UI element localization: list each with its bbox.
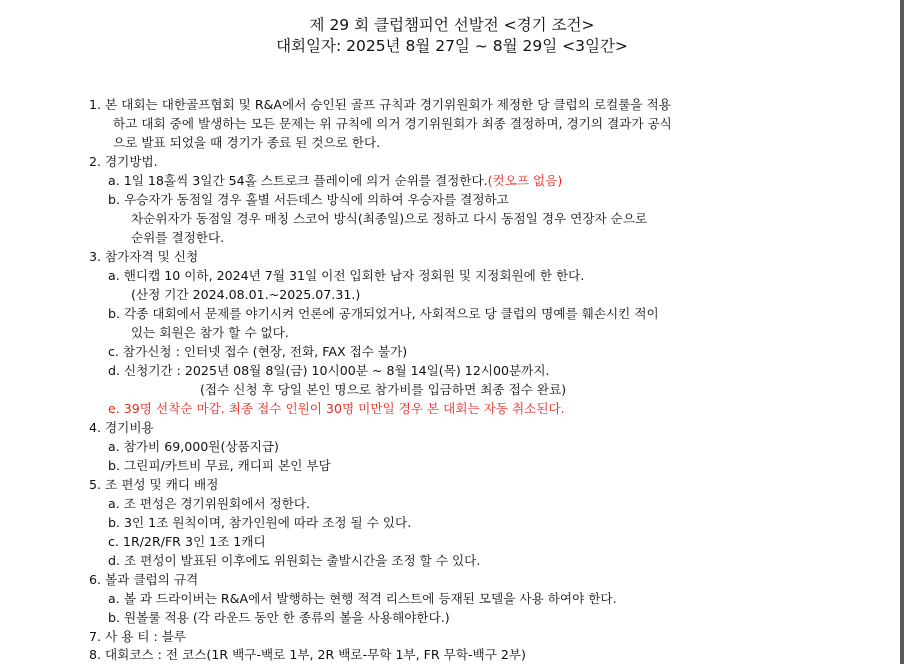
cutoff-note: (컷오프 없음) <box>487 173 563 188</box>
section-5-item-c: c. 1R/2R/FR 3인 1조 1캐디 <box>108 534 266 549</box>
section-8-heading: 8. 대회코스 : 전 코스(1R 백구-백로 1부, 2R 백로-무학 1부, FR 무학-백구 2부) <box>89 647 526 662</box>
section-5-heading: 5. 조 편성 및 캐디 배정 <box>89 477 219 492</box>
tournament-dates: 대회일자: 2025년 8월 27일 ~ 8월 29일 <3일간> <box>276 37 628 55</box>
section-3-item-e: e. 39명 선착순 마감. 최종 접수 인원이 30명 미만일 경우 본 대회는 자동 취소된다. <box>108 401 565 416</box>
section-3-heading: 3. 참가자격 및 신청 <box>89 249 199 264</box>
section-2-item-b-line-3: 순위를 결정한다. <box>131 230 225 245</box>
section-1-heading: 1. 본 대회는 대한골프협회 및 R&A에서 승인된 골프 규칙과 경기위원회가 제정한 당 클럽의 로컬룰을 적용 <box>89 97 671 112</box>
section-3-item-d-note: (접수 신청 후 당일 본인 명으로 참가비를 입금하면 최종 접수 완료) <box>200 382 567 397</box>
section-3-item-a-period: (산정 기간 2024.08.01.~2025.07.31.) <box>131 287 361 302</box>
section-3-item-a: a. 핸디캡 10 이하, 2024년 7월 31일 이전 입회한 남자 정회원 및 지정회원에 한 한다. <box>108 268 585 283</box>
document-title: 제 29 회 클럽챔피언 선발전 <경기 조건> <box>309 16 595 34</box>
section-4-item-a: a. 참가비 69,000원(상품지급) <box>108 439 279 454</box>
section-2-heading: 2. 경기방법. <box>89 154 158 169</box>
section-4-heading: 4. 경기비용 <box>89 420 154 435</box>
right-edge-bar <box>900 0 904 664</box>
section-1-line-2: 하고 대회 중에 발생하는 모든 문제는 위 규칙에 의거 경기위원회가 최종 결정하며, 경기의 결과가 공식 <box>113 116 672 131</box>
section-5-item-a: a. 조 편성은 경기위원회에서 정한다. <box>108 496 311 511</box>
section-3-item-b-line-2: 있는 회원은 참가 할 수 없다. <box>131 325 289 340</box>
section-4-item-b: b. 그린피/카트비 무료, 캐디피 본인 부담 <box>108 458 331 473</box>
section-2-item-b: b. 우승자가 동점일 경우 홀별 서든데스 방식에 의하여 우승자를 결정하고 <box>108 192 509 207</box>
section-5-item-d: d. 조 편성이 발표된 이후에도 위원회는 출발시간을 조정 할 수 있다. <box>108 553 481 568</box>
section-3-item-d: d. 신청기간 : 2025년 08월 8일(금) 10시00분 ~ 8월 14일(목) 12시00분까지. <box>108 363 550 378</box>
section-6-item-b: b. 원볼룰 적용 (각 라운드 동안 한 종류의 볼을 사용해야한다.) <box>108 610 450 625</box>
section-1-line-3: 으로 발표 되었을 때 경기가 종료 된 것으로 한다. <box>113 135 381 150</box>
section-7-heading: 7. 사 용 티 : 블루 <box>89 629 187 644</box>
section-2-item-a <box>108 171 562 190</box>
section-3-item-c: c. 참가신청 : 인터넷 접수 (현장, 전화, FAX 접수 불가) <box>108 344 408 359</box>
section-6-heading: 6. 볼과 클럽의 규격 <box>89 572 199 587</box>
section-5-item-b: b. 3인 1조 원칙이며, 참가인원에 따라 조정 될 수 있다. <box>108 515 412 530</box>
section-6-item-a: a. 볼 과 드라이버는 R&A에서 발행하는 현행 적격 리스트에 등재된 모델을 사용 하여야 한다. <box>108 591 617 606</box>
section-2-item-b-line-2: 차순위자가 동점일 경우 매칭 스코어 방식(최종일)으로 정하고 다시 동점일 경우 연장자 순으로 <box>131 211 648 226</box>
section-3-item-b: b. 각종 대회에서 문제를 야기시켜 언론에 공개되었거나, 사회적으로 당 클럽의 명예를 훼손시킨 적이 <box>108 306 659 321</box>
section-2-item-a-text: a. 1일 18홀씩 3일간 54홀 스트로크 플레이에 의거 순위를 결정한다. <box>108 173 488 188</box>
